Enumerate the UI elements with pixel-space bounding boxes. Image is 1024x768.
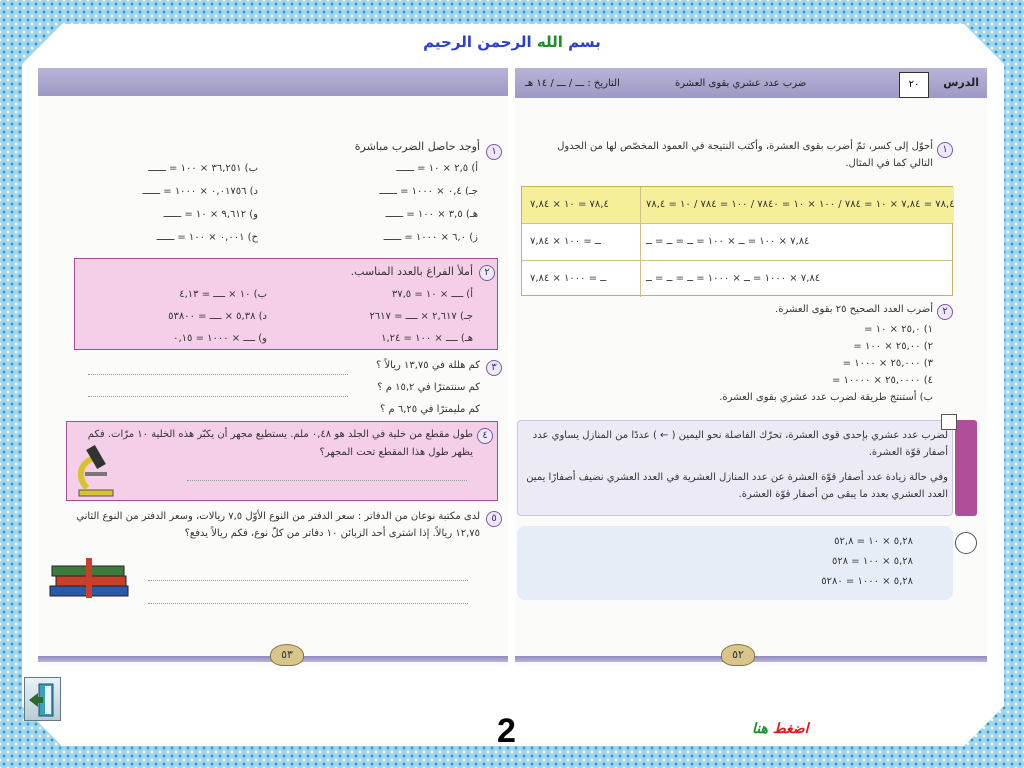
example-2: ٥,٢٨ × ١٠٠ = ٥٢٨: [831, 556, 913, 567]
right-page: [515, 68, 987, 666]
answer-line: [88, 396, 348, 397]
table-divider: [522, 260, 952, 261]
question-3-marker: ٣: [486, 360, 502, 376]
left-q4-box: [66, 421, 498, 501]
question-1-marker: ١: [937, 142, 953, 158]
left-q1-item-g: ز) ٦,٠ × ١٠٠٠ = ــــــ: [383, 232, 478, 243]
right-q2-item-4: ٤) ٢٥,٠٠٠٠ × ١٠٠٠٠ =: [831, 375, 933, 386]
click-here-red-word: اضغط: [772, 721, 809, 737]
right-q2-item-3: ٣) ٢٥,٠٠٠ × ١٠٠٠ =: [842, 358, 933, 369]
left-q1-item-b: ب) ٣٦,٢٥١ × ١٠٠ = ــــــ: [148, 163, 258, 174]
books-icon: [46, 556, 136, 602]
table-row-2-result: ــ = ١٠٠ × ٧,٨٤: [530, 236, 601, 247]
left-q2-item-e: هـ) ــــ × ١٠٠ = ١,٢٤: [381, 333, 473, 344]
exit-door-icon: [25, 678, 62, 722]
multiplication-table: [521, 186, 953, 296]
answer-line: [148, 580, 468, 581]
lesson-date: التاريخ : ـــ / ـــ / ١٤ هـ: [525, 78, 620, 89]
robot-icon: [955, 532, 977, 554]
lesson-label: الدرس: [943, 76, 979, 89]
left-page-header-band: [38, 68, 508, 96]
basmala-word-allah: الله: [536, 33, 563, 51]
table-row-1-method: ٧٨,٤ = ٧,٨٤ × ١٠ = ٧٨٤ / ١٠٠ × ١٠ = ٧٨٤٠ / ١٠٠ = ٧٨٤ / ١٠ = ٧٨,٤: [646, 199, 955, 210]
rule-text-2: وفي حالة زيادة عدد أصفار قوّة العشرة عن عدد المنازل العشرية في العدد العشري نضيف أصفارًا يمين العدد العشري بعدد ما يبقى من أصفار قوّة العشرة.: [526, 472, 948, 500]
pencil-icon: [941, 414, 957, 430]
left-q1-text: أوجد حاصل الضرب مباشرة: [354, 140, 480, 153]
left-q1-item-c: جـ) ٠,٤ × ١٠٠٠ = ــــــ: [379, 186, 478, 197]
table-row-1-result: ٧٨,٤ = ١٠ × ٧,٨٤: [530, 199, 609, 210]
example-3: ٥,٢٨ × ١٠٠٠ = ٥٢٨٠: [821, 576, 913, 587]
rule-text-1: لضرب عدد عشري بإحدى قوى العشرة، تحرّك الفاصلة نحو اليمين ( ← ) عددًا من المنازل يساوي عدد أصفار قوّة العشرة.: [532, 430, 948, 458]
lesson-title: ضرب عدد عشري بقوى العشرة: [675, 78, 807, 89]
lesson-number-badge: ٢٠: [899, 72, 929, 98]
left-q2-item-b: ب) ١٠ × ــــ = ٤,١٣: [179, 289, 267, 300]
left-q1-item-h: ح) ٠,٠٠١ × ١٠٠ = ــــــ: [156, 232, 258, 243]
right-q2-item-1: ١) ٢٥,٠ × ١٠ =: [864, 324, 933, 335]
left-q1-item-f: و) ٩,٦١٢ × ١٠ = ــــــ: [163, 209, 258, 220]
left-q1-item-d: د) ٠,٠١٧٥٦ × ١٠٠٠ = ــــــ: [142, 186, 258, 197]
question-2-marker: ٢: [479, 265, 495, 281]
basmala-title: [0, 33, 1024, 51]
left-q2-item-a: أ) ــــ × ١٠ = ٣٧,٥: [391, 289, 473, 300]
answer-line: [88, 374, 348, 375]
answer-line: [148, 603, 468, 604]
question-1-marker: ١: [486, 144, 502, 160]
left-q2-item-d: د) ٥,٣٨ × ــــ = ٥٣٨٠٠: [168, 311, 267, 322]
click-here-link[interactable]: [752, 721, 809, 737]
left-q2-item-f: و) ــــ × ١٠٠٠ = ٠,١٥: [173, 333, 267, 344]
right-q1-text: أحوّل إلى كسر، ثمّ أضرب بقوى العشرة، وأكتب النتيجة في العمود المخصّص لها من الجدول التالي كما في المثال.: [557, 141, 933, 169]
question-4-marker: ٤: [477, 428, 493, 444]
question-5-marker: ٥: [486, 511, 502, 527]
left-page: [38, 68, 508, 666]
basmala-word-1: بسم: [568, 33, 601, 51]
rule-box: [517, 420, 953, 516]
left-page-number: ٥٣: [270, 644, 304, 666]
right-q2-text: أضرب العدد الصحيح ٢٥ بقوى العشرة.: [775, 304, 933, 315]
left-q3-line-1: كم هللة في ١٣,٧٥ ريالاً ؟: [375, 360, 480, 371]
slide-number: 2: [497, 712, 516, 750]
left-q3-line-2: كم سنتمترًا في ١٥,٢ م ؟: [377, 382, 480, 393]
table-row-2-method: ٧,٨٤ × ١٠٠ = ــ × ١٠٠ = ــ = ــ = ــ: [646, 236, 810, 247]
right-page-number: ٥٢: [721, 644, 755, 666]
answer-line: [187, 480, 467, 481]
table-row-3-result: ــ = ١٠٠٠ × ٧,٨٤: [530, 273, 607, 284]
left-q2-text: أملأ الفراغ بالعدد المناسب.: [350, 265, 473, 278]
click-here-green-word: هنا: [752, 721, 768, 737]
right-q2-b: ب) أستنتج طريقة لضرب عدد عشري بقوى العشرة.: [719, 392, 933, 403]
left-q1-item-e: هـ) ٣,٥ × ١٠٠ = ــــــ: [385, 209, 478, 220]
rule-box-ribbon: [955, 420, 977, 516]
left-q2-box: [74, 258, 498, 350]
question-2-marker: ٢: [937, 304, 953, 320]
left-q5-text: لدى مكتبة نوعان من الدفاتر : سعر الدفتر من النوع الأوّل ٧,٥ ريالات، وسعر الدفتر من النوع الثاني ١٢,٧٥ ريالاً. إذا اشترى أحد الزبائن ١٠ دفاتر من كلّ نوع، فكم ريالاً يدفع؟: [76, 511, 480, 539]
table-row-3-method: ٧,٨٤ × ١٠٠٠ = ــ × ١٠٠٠ = ــ = ــ = ــ: [646, 273, 821, 284]
exit-button[interactable]: [24, 677, 61, 721]
left-q4-text: طول مقطع من خلية في الجلد هو ٠,٤٨ ملم. يستطيع مجهر أن يكبّر هذه الخلية ١٠ مرّات. فكم يظهر طول هذا المقطع تحت المجهر؟: [87, 429, 473, 458]
table-divider: [640, 187, 641, 297]
microscope-icon: [73, 442, 119, 498]
basmala-word-2: الرحمن الرحيم: [423, 33, 532, 51]
left-q1-item-a: أ) ٢,٥ × ١٠ = ــــــ: [396, 163, 478, 174]
left-q3-line-3: كم مليمترًا في ٦,٢٥ م ؟: [379, 404, 480, 415]
right-q2-item-2: ٢) ٢٥,٠٠ × ١٠٠ =: [853, 341, 933, 352]
example-1: ٥,٢٨ × ١٠ = ٥٢,٨: [834, 536, 913, 547]
table-divider: [522, 223, 952, 224]
left-q2-item-c: جـ) ٢,٦١٧ × ــــ = ٢٦١٧: [369, 311, 473, 322]
examples-box: [517, 526, 953, 600]
